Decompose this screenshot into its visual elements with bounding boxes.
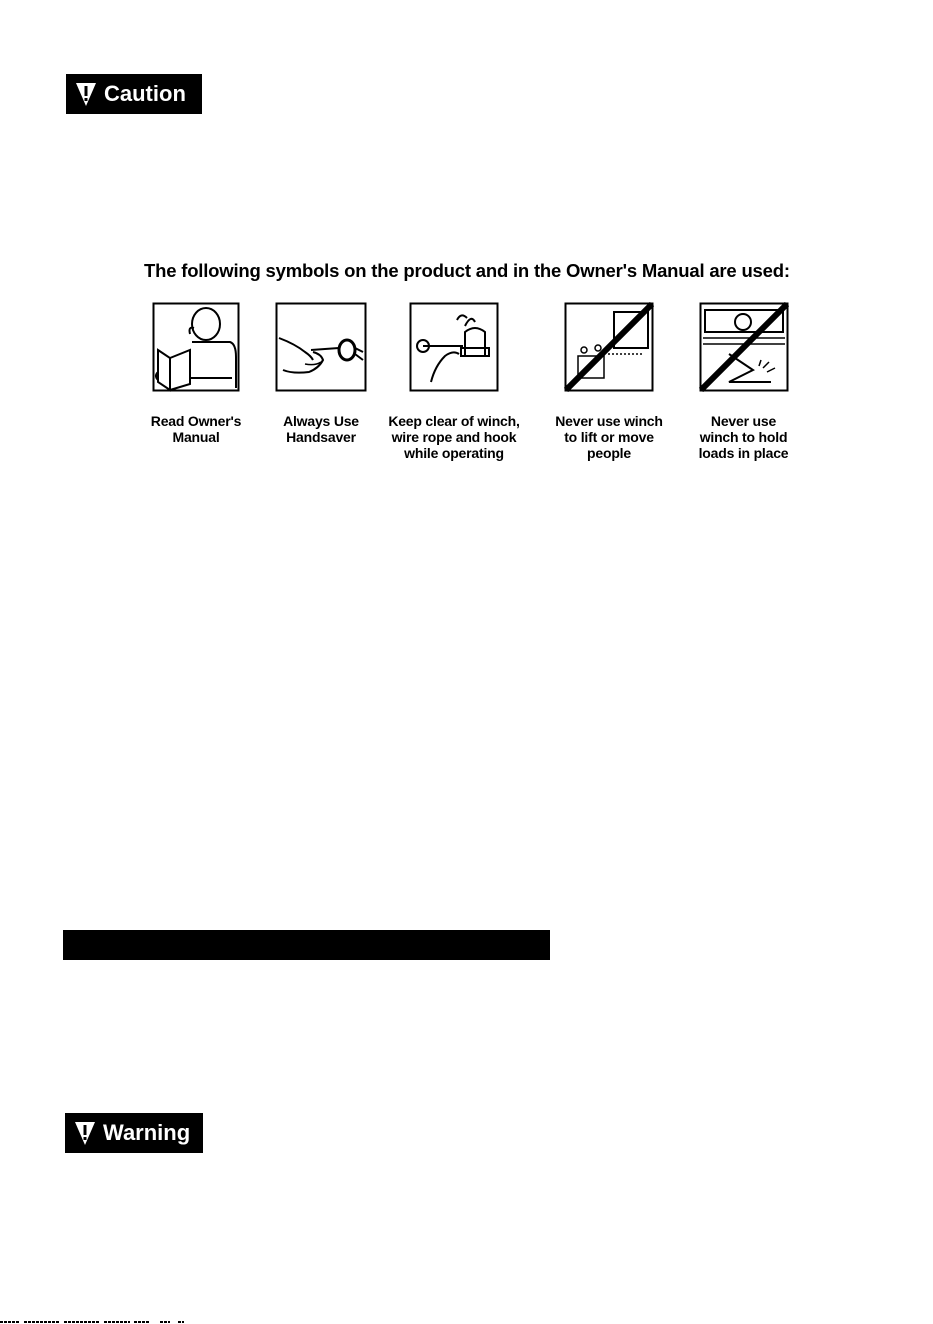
no-lift-people-icon <box>564 302 654 392</box>
scan-artifact <box>0 1320 190 1324</box>
warning-badge <box>65 1113 203 1153</box>
symbols-intro: The following symbols on the product and in the Owner's Manual are used: <box>144 260 790 281</box>
symbol-caption: Keep clear of winch, wire rope and hook while operating <box>388 413 520 461</box>
read-manual-icon <box>152 302 240 392</box>
symbol-caption: Never use winch to hold loads in place <box>698 413 789 461</box>
symbol-no-lift-people <box>544 302 674 461</box>
symbol-read-manual <box>136 302 256 445</box>
handsaver-icon <box>275 302 367 392</box>
warning-label: Warning <box>103 1120 191 1145</box>
exclamation-shield-icon <box>74 80 98 108</box>
section-header-bar <box>63 930 550 960</box>
exclamation-shield-icon <box>73 1119 97 1147</box>
keep-clear-winch-icon <box>409 302 499 392</box>
symbol-caption: Always Use Handsaver <box>283 413 359 445</box>
symbol-caption: Never use winch to lift or move people <box>555 413 663 461</box>
caution-badge <box>66 74 202 114</box>
symbol-keep-clear <box>384 302 524 461</box>
caution-label: Caution <box>104 81 186 106</box>
symbol-caption: Read Owner's Manual <box>150 413 242 445</box>
no-hold-loads-icon <box>699 302 789 392</box>
symbol-handsaver <box>261 302 381 445</box>
symbol-no-hold-loads <box>686 302 801 461</box>
